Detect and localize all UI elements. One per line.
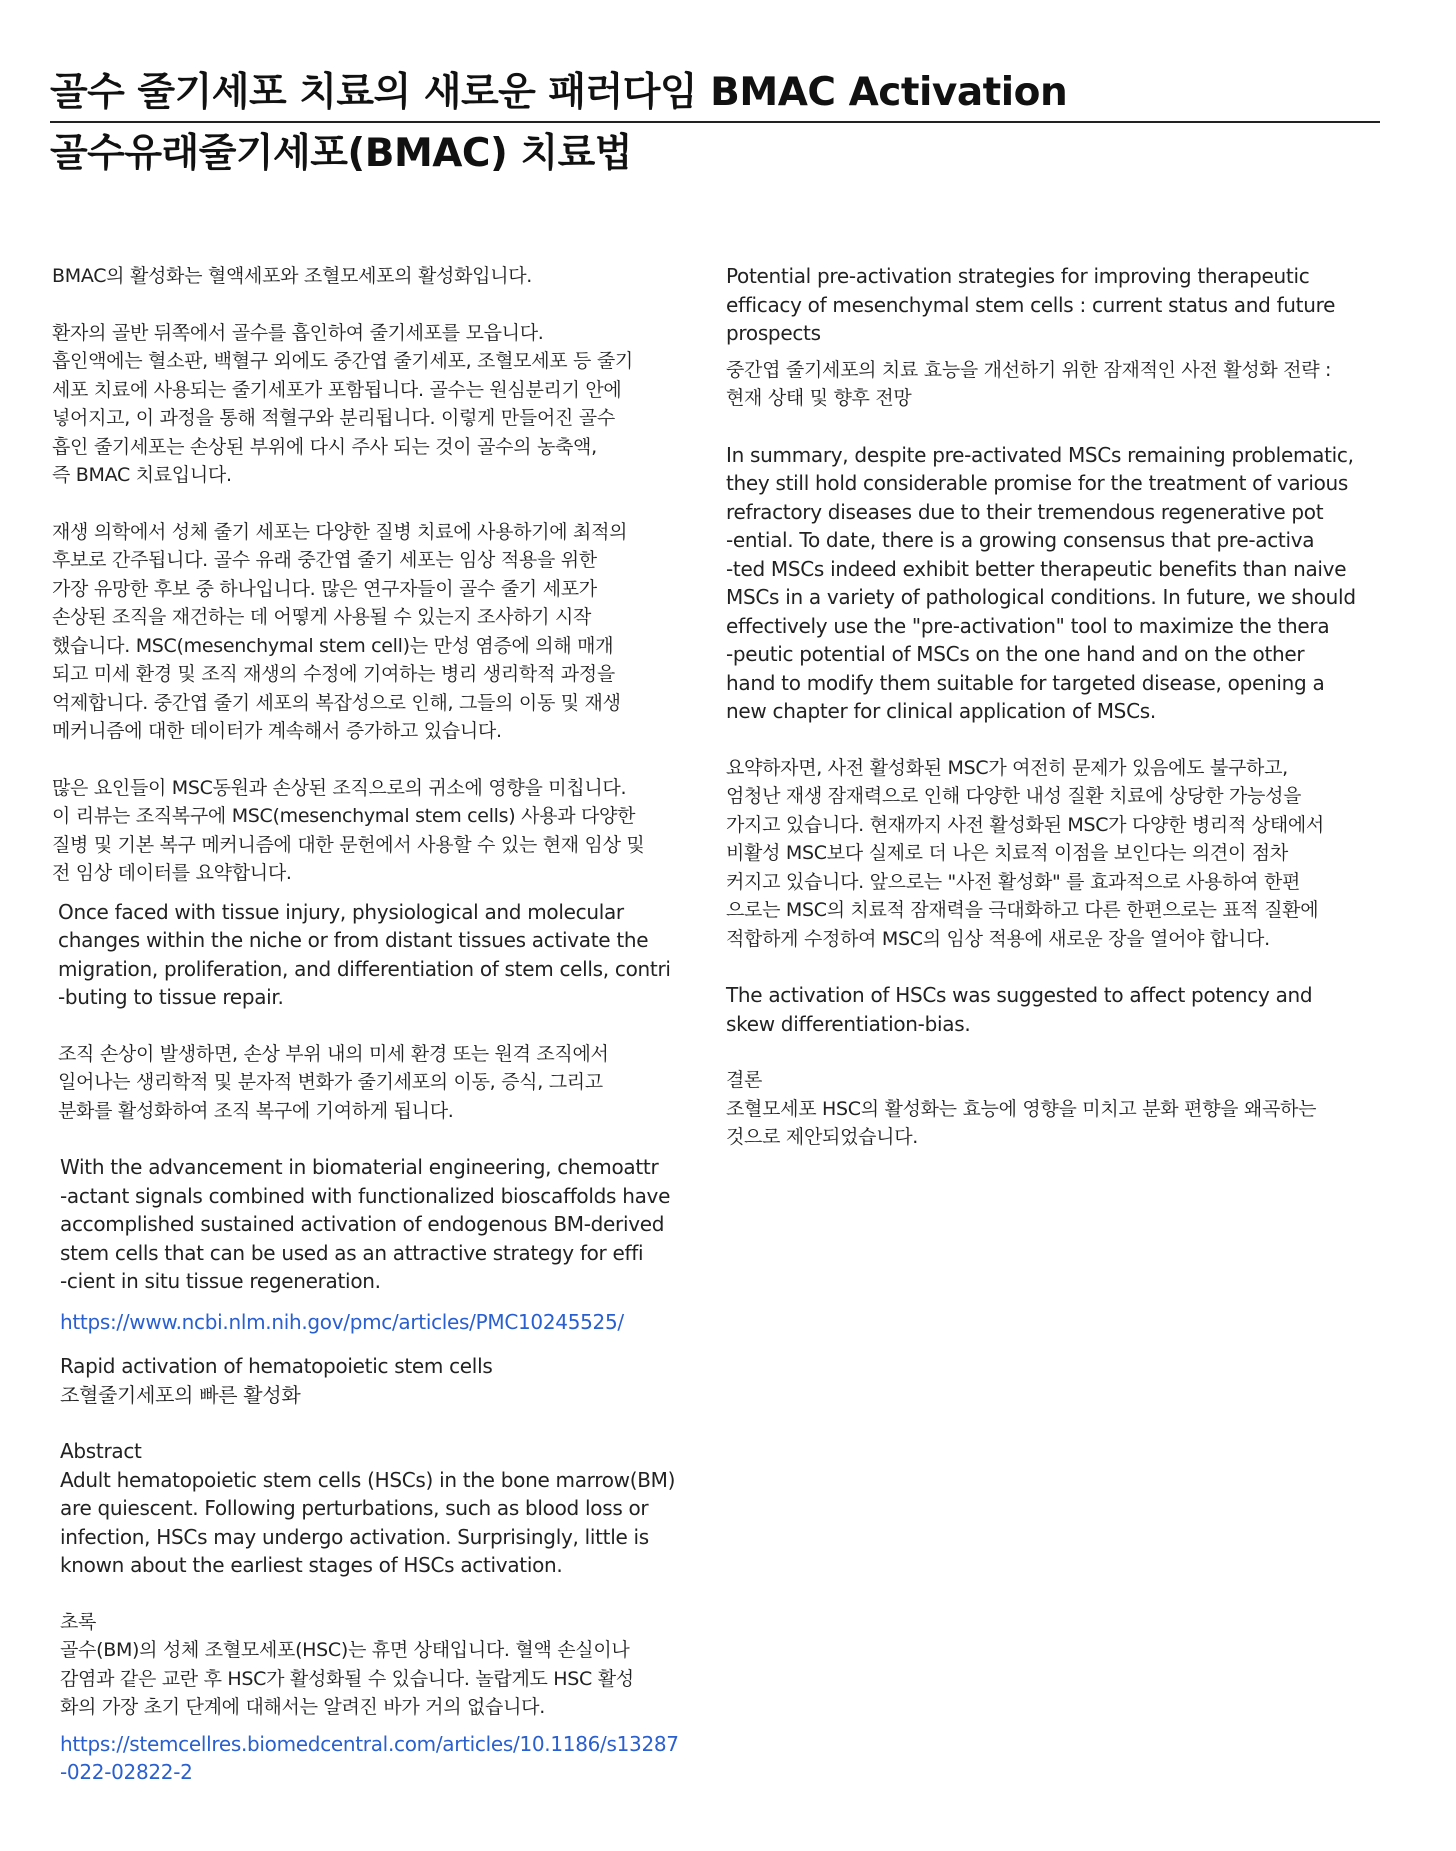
page-subtitle: 골수유래줄기세포(BMAC) 치료법	[50, 131, 632, 176]
paragraph-bmac-activation: BMAC의 활성화는 혈액세포와 조혈모세포의 활성화입니다.	[52, 265, 533, 287]
paragraph-conclusion-ko: 결론 조혈모세포 HSC의 활성화는 효능에 영향을 미치고 분화 편향을 왜곡하는 것으로 제안되었습니다.	[726, 1069, 1317, 1148]
paragraph-regenerative-medicine: 재생 의학에서 성체 줄기 세포는 다양한 질병 치료에 사용하기에 최적의 후보로 간주됩니다. 골수 유래 중간엽 줄기 세포는 임상 적용을 위한 가장 유망한 후보 중 하나입니다. 많은 연구자들이 골수 줄기 세포가 손상된 조직을 재건하는 데 어떻게 사용될 수 있는지 조사하기 시작 했습니다. MSC(mesenchymal stem cell)는 만성 염증에 의해 매개 되고 미세 환경 및 조직 재생의 수정에 기여하는 병리 생리학적 과정을 억제합니다. 중간엽 줄기 세포의 복잡성으로 인해, 그들의 이동 및 재생 메커니즘에 대한 데이터가 계속해서 증가하고 있습니다.	[52, 520, 628, 742]
paragraph-abstract-ko: 초록 골수(BM)의 성체 조혈모세포(HSC)는 휴면 상태입니다. 혈액 손실이나 감염과 같은 교란 후 HSC가 활성화될 수 있습니다. 놀랍게도 HSC 활성 화의 가장 초기 단계에 대해서는 알려진 바가 거의 없습니다.	[60, 1610, 634, 1718]
paragraph-preactivation-title-ko: 중간엽 줄기세포의 치료 효능을 개선하기 위한 잠재적인 사전 활성화 전략 : 현재 상태 및 향후 전망	[726, 358, 1332, 409]
paragraph-rapid-activation-title: Rapid activation of hematopoietic stem cells 조혈줄기세포의 빠른 활성화	[60, 1354, 493, 1407]
paragraph-hsc-activation-en: The activation of HSCs was suggested to affect potency and skew differentiation-bias.	[726, 983, 1313, 1036]
paragraph-tissue-injury-en: Once faced with tissue injury, physiological and molecular changes within the niche or from distant tissues activate the migration, proliferation, and differentiation of stem cells, contri -buting to tissue repair.	[58, 899, 671, 1009]
paragraph-summary-en: In summary, despite pre-activated MSCs remaining problematic, they still hold considerable promise for the treatment of various refractory diseases due to their tremendous regenerative pot -ential. To date, there is a growing consensus that pre-activa -ted MSCs indeed exhibit better therapeutic benefits than naive MSCs in a variety of pathological conditions. In future, we should effectively use the "pre-activation" tool to maximize the thera -peutic potential of MSCs on the one hand and on the other hand to modify them suitable for targeted disease, opening a new chapter for clinical application of MSCs.	[726, 442, 1356, 723]
reference-link-pmc[interactable]: https://www.ncbi.nlm.nih.gov/pmc/articles/PMC10245525/	[60, 1309, 624, 1334]
left-column	[52, 262, 702, 1787]
document-header	[50, 68, 1380, 179]
paragraph-tissue-injury-ko: 조직 손상이 발생하면, 손상 부위 내의 미세 환경 또는 원격 조직에서 일어나는 생리학적 및 분자적 변화가 줄기세포의 이동, 증식, 그리고 분화를 활성화하여 조직 복구에 기여하게 됩니다.	[58, 1042, 609, 1122]
paragraph-preactivation-title-en: Potential pre-activation strategies for improving therapeutic efficacy of mesenchymal stem cells : current status and future prospects	[726, 264, 1336, 345]
right-column	[726, 262, 1416, 1152]
paragraph-summary-ko: 요약하자면, 사전 활성화된 MSC가 여전히 문제가 있음에도 불구하고, 엄청난 재생 잠재력으로 인해 다양한 내성 질환 치료에 상당한 가능성을 가지고 있습니다. 현재까지 사전 활성화된 MSC가 다양한 병리적 상태에서 비활성 MSC보다 실제로 더 나은 치료적 이점을 보인다는 의견이 점차 커지고 있습니다. 앞으로는 "사전 활성화" 를 효과적으로 사용하여 한편 으로는 MSC의 치료적 잠재력을 극대화하고 다른 한편으로는 표적 질환에 적합하게 수정하여 MSC의 임상 적용에 새로운 장을 열어야 합니다.	[726, 756, 1324, 950]
reference-link-stemcellres[interactable]: https://stemcellres.biomedcentral.com/articles/10.1186/s13287 -022-02822-2	[60, 1731, 679, 1784]
paragraph-biomaterial-en: With the advancement in biomaterial engineering, chemoattr -actant signals combined with functionalized bioscaffolds have accomplished sustained activation of endogenous BM-derived stem cells that can be used as an attractive strategy for effi -cient in situ tissue regeneration.	[60, 1155, 671, 1293]
paragraph-abstract-en: Abstract Adult hematopoietic stem cells (HSCs) in the bone marrow(BM) are quiescent. Following perturbations, such as blood loss or infection, HSCs may undergo activation. Surprisingly, little is known about the earliest stages of HSCs activation.	[60, 1439, 676, 1577]
paragraph-msc-review: 많은 요인들이 MSC동원과 손상된 조직으로의 귀소에 영향을 미칩니다. 이 리뷰는 조직복구에 MSC(mesenchymal stem cells) 사용과 다양한 질병 및 기본 복구 메커니즘에 대한 문헌에서 사용할 수 있는 현재 임상 및 전 임상 데이터를 요약합니다.	[52, 776, 645, 884]
page-title: 골수 줄기세포 치료의 새로운 패러다임 BMAC Activation	[50, 70, 1068, 115]
paragraph-bmac-procedure: 환자의 골반 뒤쪽에서 골수를 흡인하여 줄기세포를 모읍니다. 흡인액에는 혈소판, 백혈구 외에도 중간엽 줄기세포, 조혈모세포 등 줄기 세포 치료에 사용되는 줄기세포가 포함됩니다. 골수는 원심분리기 안에 넣어지고, 이 과정을 통해 적혈구와 분리됩니다. 이렇게 만들어진 골수 흡인 줄기세포는 손상된 부위에 다시 주사 되는 것이 골수의 농축액, 즉 BMAC 치료입니다.	[52, 321, 633, 486]
title-divider	[50, 121, 1380, 123]
